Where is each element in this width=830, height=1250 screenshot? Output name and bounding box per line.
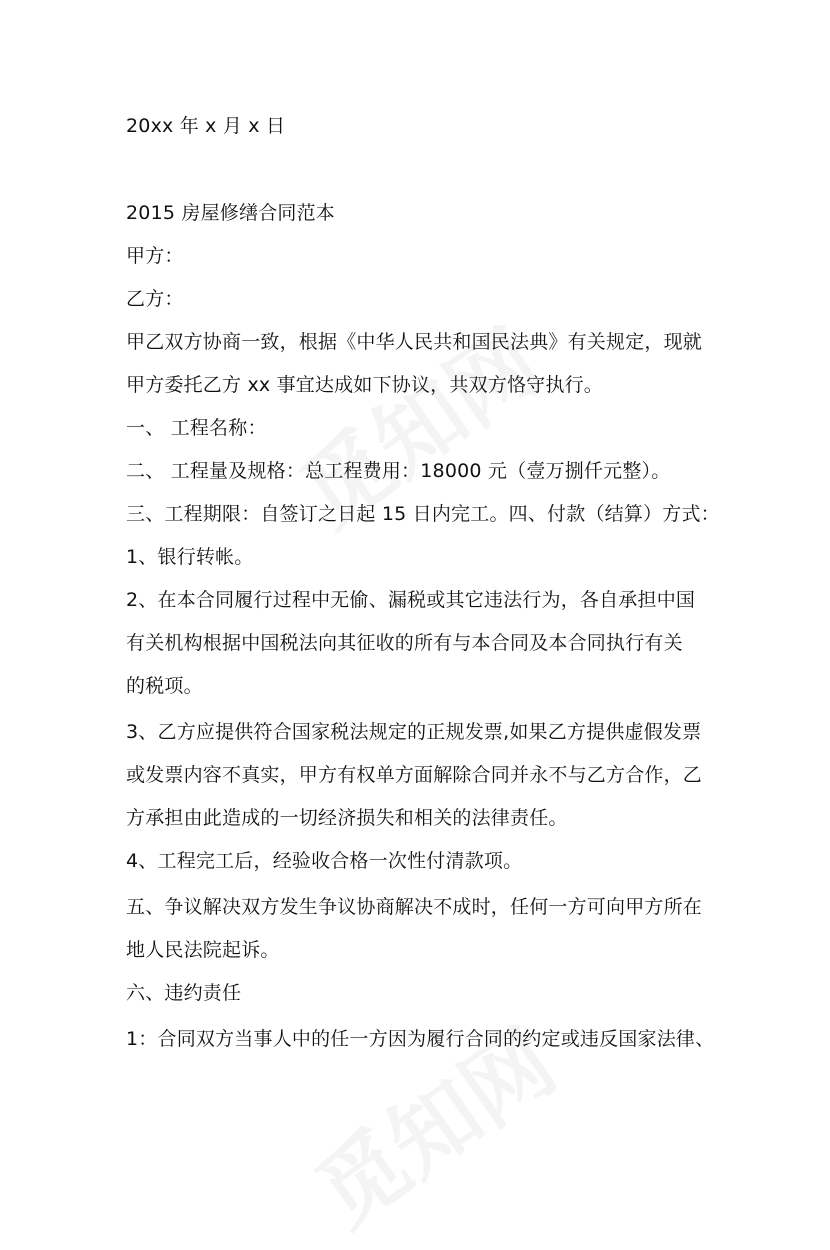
section-project-name: 一、 工程名称：: [126, 417, 267, 439]
clause-tax-line: 2、在本合同履行过程中无偷、漏税或其它违法行为，各自承担中国: [126, 589, 696, 611]
clause-invoice-line: 方承担由此造成的一切经济损失和相关的法律责任。: [126, 807, 568, 829]
section-duration-payment: 三、工程期限：自签订之日起 15 日内完工。四、付款（结算）方式：: [126, 503, 720, 525]
clause-final-payment: 4、工程完工后，经验收合格一次性付清款项。: [126, 850, 523, 872]
section-dispute-line: 五、争议解决双方发生争议协商解决不成时，任何一方可向甲方所在: [126, 896, 703, 918]
document-title: 2015 房屋修缮合同范本: [126, 202, 335, 224]
clause-tax-line: 的税项。: [126, 675, 203, 697]
clause-invoice-line: 3、乙方应提供符合国家税法规定的正规发票,如果乙方提供虚假发票: [126, 721, 702, 743]
section-quantity-spec: 二、 工程量及规格：总工程费用：18000 元（壹万捌仟元整）。: [126, 460, 671, 482]
document-date: 20xx 年 x 月 x 日: [126, 115, 286, 137]
intro-paragraph-line: 甲方委托乙方 xx 事宜达成如下协议，共双方恪守执行。: [126, 374, 603, 396]
section-breach-heading: 六、违约责任: [126, 982, 242, 1004]
party-a-label: 甲方：: [126, 245, 184, 267]
section-dispute-line: 地人民法院起诉。: [126, 939, 280, 961]
party-b-label: 乙方：: [126, 288, 184, 310]
clause-invoice-line: 或发票内容不真实，甲方有权单方面解除合同并永不与乙方合作，乙: [126, 764, 703, 786]
breach-clause-line: 1：合同双方当事人中的任一方因为履行合同的约定或违反国家法律、: [126, 1028, 715, 1050]
clause-tax-line: 有关机构根据中国税法向其征收的所有与本合同及本合同执行有关: [126, 632, 683, 654]
intro-paragraph-line: 甲乙双方协商一致，根据《中华人民共和国民法典》有关规定，现就: [126, 331, 703, 353]
clause-bank-transfer: 1、银行转帐。: [126, 546, 254, 568]
